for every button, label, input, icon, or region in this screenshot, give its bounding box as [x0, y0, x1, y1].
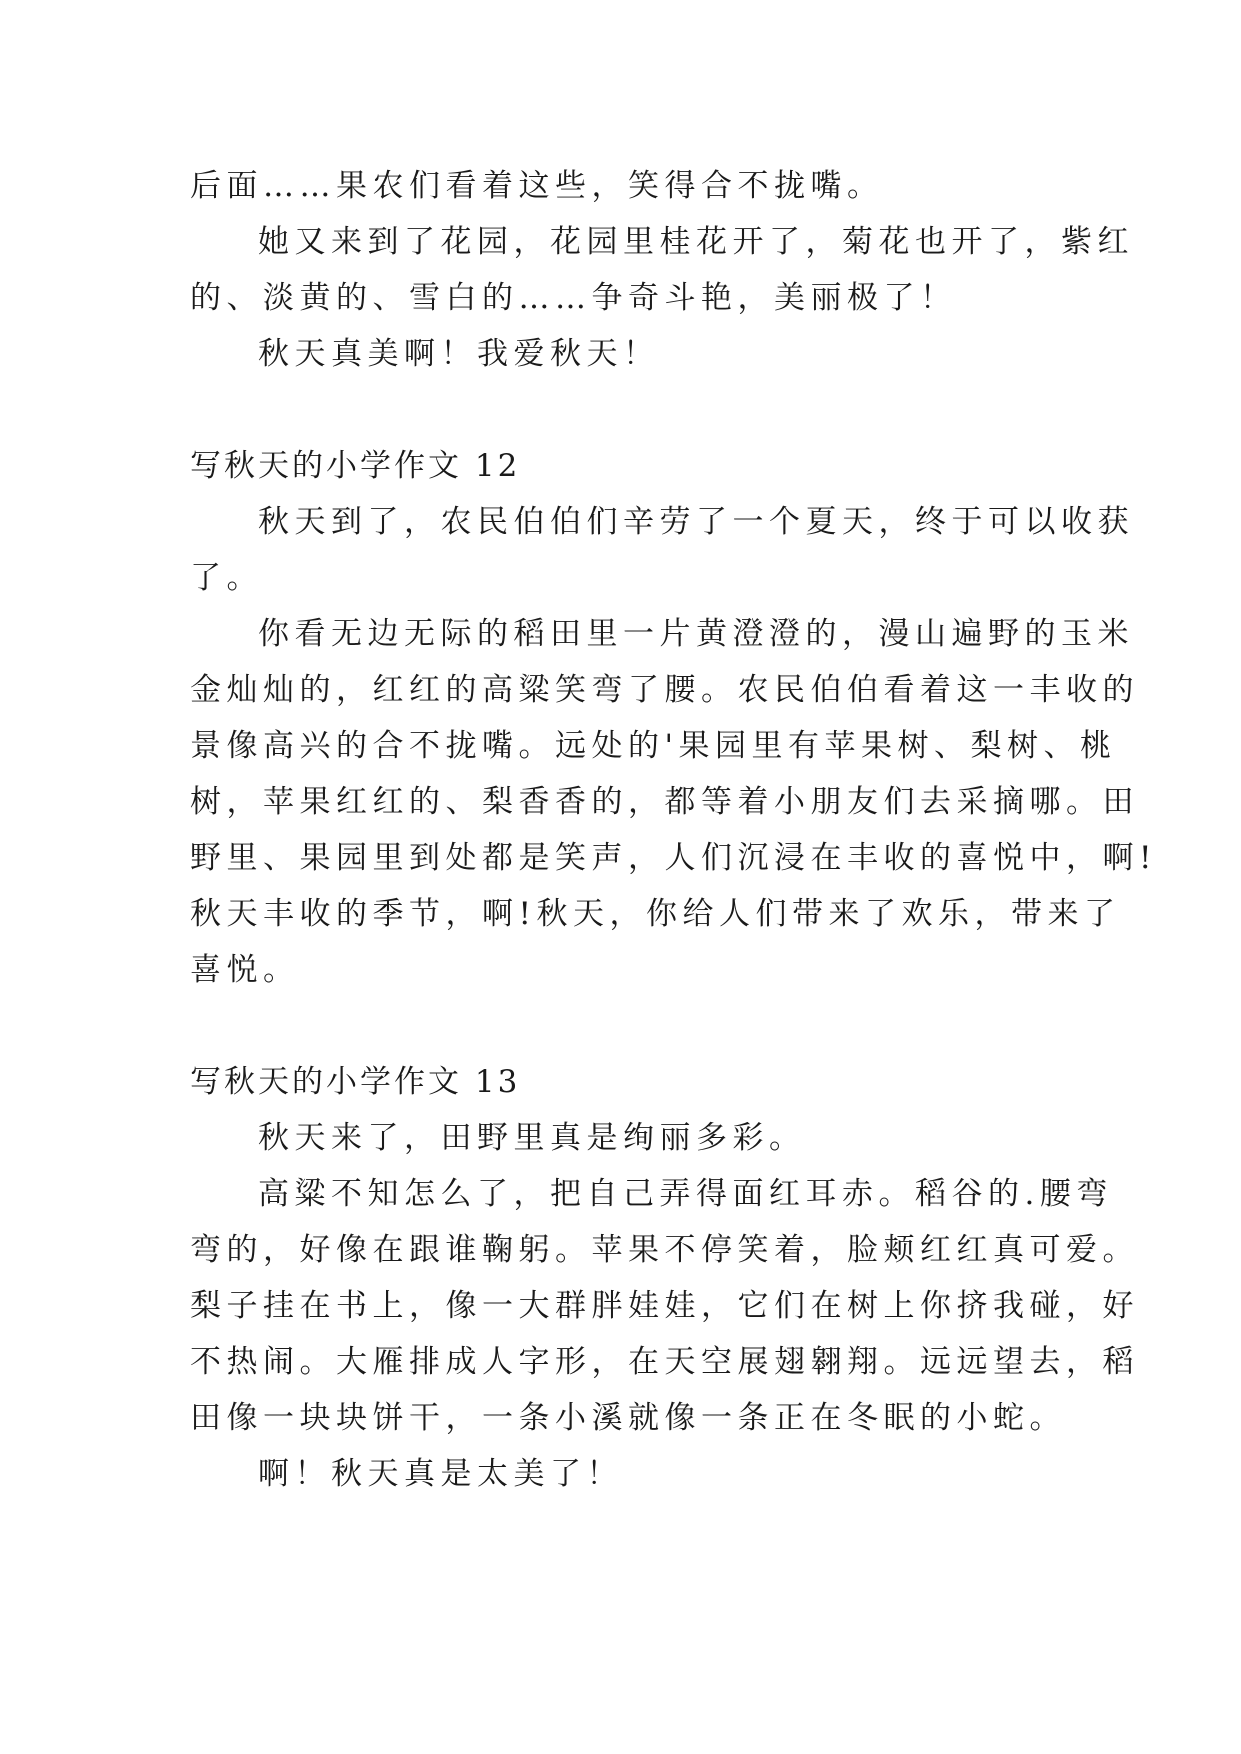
document-page [190, 158, 1157, 1502]
paragraph-line: 了。 [190, 560, 263, 596]
paragraph-line: 弯的，好像在跟谁鞠躬。苹果不停笑着，脸颊红红真可爱。 [190, 1232, 1139, 1268]
section-gap [190, 998, 1070, 1054]
paragraph-line: 田像一块块饼干，一条小溪就像一条正在冬眠的小蛇。 [190, 1400, 1066, 1436]
paragraph-line: 后面……果农们看着这些，笑得合不拢嘴。 [190, 168, 884, 204]
paragraph-line: 金灿灿的，红红的高粱笑弯了腰。农民伯伯看着这一丰收的 [190, 672, 1139, 708]
paragraph-line: 不热闹。大雁排成人字形，在天空展翅翱翔。远远望去，稻 [190, 1344, 1139, 1380]
paragraph-line: 的、淡黄的、雪白的……争奇斗艳，美丽极了！ [190, 280, 957, 316]
section-title: 写秋天的小学作文 13 [190, 1064, 521, 1100]
paragraph-line: 野里、果园里到处都是笑声，人们沉浸在丰收的喜悦中，啊! [190, 840, 1157, 876]
paragraph-line: 啊！秋天真是太美了！ [258, 1456, 623, 1492]
section-title: 写秋天的小学作文 12 [190, 448, 521, 484]
paragraph-line: 高粱不知怎么了，把自己弄得面红耳赤。稻谷的.腰弯 [258, 1176, 1113, 1212]
paragraph-line: 秋天到了，农民伯伯们辛劳了一个夏天，终于可以收获 [258, 504, 1134, 540]
paragraph-line: 秋天来了，田野里真是绚丽多彩。 [258, 1120, 806, 1156]
paragraph-line: 树，苹果红红的、梨香香的，都等着小朋友们去采摘哪。田 [190, 784, 1139, 820]
paragraph-line: 秋天真美啊！我爱秋天！ [258, 336, 660, 372]
section-11-tail [190, 158, 1134, 382]
section-gap [190, 382, 1070, 438]
paragraph-line: 秋天丰收的季节，啊!秋天，你给人们带来了欢乐，带来了 [190, 896, 1121, 932]
section-12 [190, 438, 1157, 998]
paragraph-line: 梨子挂在书上，像一大群胖娃娃，它们在树上你挤我碰，好 [190, 1288, 1139, 1324]
paragraph-line: 喜悦。 [190, 952, 300, 988]
paragraph-line: 你看无边无际的稻田里一片黄澄澄的，漫山遍野的玉米 [258, 616, 1134, 652]
paragraph-line: 她又来到了花园，花园里桂花开了，菊花也开了，紫红 [258, 224, 1134, 260]
paragraph-line: 景像高兴的合不拢嘴。远处的'果园里有苹果树、梨树、桃 [190, 728, 1117, 764]
section-13 [190, 1054, 1139, 1502]
